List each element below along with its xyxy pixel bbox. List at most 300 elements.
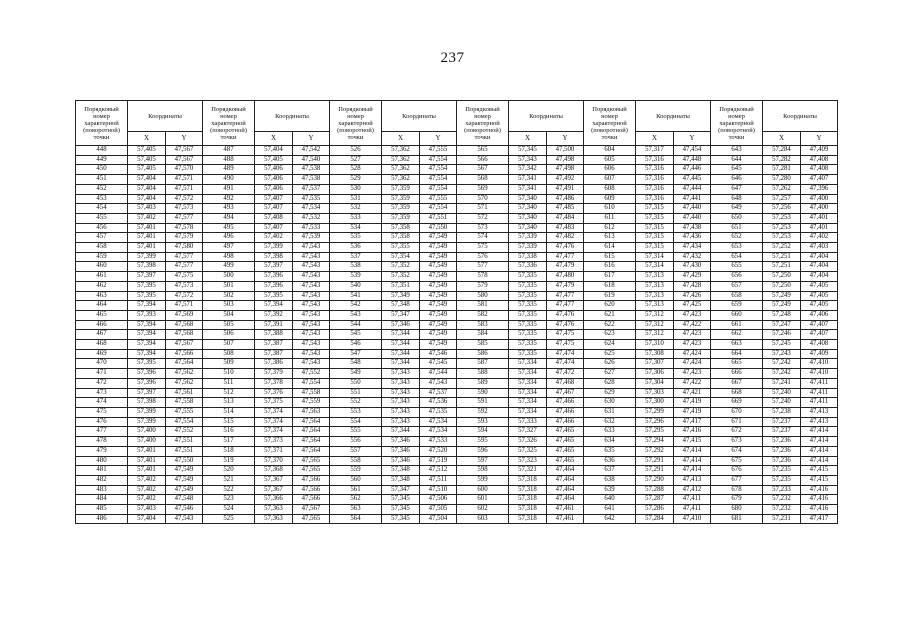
x-coordinate-cell: 57,251 xyxy=(763,252,801,262)
point-number-cell: 573 xyxy=(457,223,509,233)
x-coordinate-cell: 57,348 xyxy=(382,466,420,476)
x-coordinate-cell: 57,367 xyxy=(255,485,293,495)
coordinates-header: Координаты xyxy=(255,101,330,132)
point-number-cell: 457 xyxy=(76,233,128,243)
x-coordinate-cell: 57,402 xyxy=(128,213,166,223)
point-number-cell: 660 xyxy=(711,310,763,320)
y-coordinate-cell: 47,400 xyxy=(801,204,838,214)
y-coordinate-cell: 47,554 xyxy=(420,184,457,194)
y-coordinate-cell: 47,472 xyxy=(547,369,584,379)
x-coordinate-cell: 57,402 xyxy=(128,475,166,485)
x-coordinate-cell: 57,339 xyxy=(509,233,547,243)
x-coordinate-cell: 57,342 xyxy=(509,165,547,175)
y-coordinate-cell: 47,568 xyxy=(166,330,203,340)
x-coordinate-cell: 57,398 xyxy=(128,262,166,272)
y-coordinate-cell: 47,416 xyxy=(801,485,838,495)
y-coordinate-cell: 47,411 xyxy=(674,505,711,515)
point-number-cell: 519 xyxy=(203,456,255,466)
x-coordinate-cell: 57,387 xyxy=(255,349,293,359)
x-coordinate-cell: 57,346 xyxy=(382,446,420,456)
y-coordinate-cell: 47,544 xyxy=(420,369,457,379)
y-coordinate-cell: 47,542 xyxy=(293,146,330,156)
x-coordinate-cell: 57,232 xyxy=(763,495,801,505)
y-coordinate-cell: 47,411 xyxy=(801,398,838,408)
y-coordinate-cell: 47,404 xyxy=(801,272,838,282)
point-number-cell: 579 xyxy=(457,281,509,291)
x-coordinate-cell: 57,403 xyxy=(128,505,166,515)
x-coordinate-cell: 57,407 xyxy=(255,194,293,204)
point-number-cell: 680 xyxy=(711,505,763,515)
y-coordinate-cell: 47,568 xyxy=(166,320,203,330)
y-coordinate-cell: 47,555 xyxy=(420,146,457,156)
point-number-cell: 459 xyxy=(76,252,128,262)
point-number-cell: 675 xyxy=(711,456,763,466)
x-coordinate-cell: 57,402 xyxy=(128,485,166,495)
x-coordinate-cell: 57,386 xyxy=(255,359,293,369)
x-coordinate-cell: 57,354 xyxy=(382,252,420,262)
point-number-cell: 585 xyxy=(457,340,509,350)
x-coordinate-cell: 57,408 xyxy=(255,213,293,223)
x-axis-header: X xyxy=(128,132,166,146)
y-coordinate-cell: 47,407 xyxy=(801,175,838,185)
x-coordinate-cell: 57,287 xyxy=(636,495,674,505)
x-coordinate-cell: 57,253 xyxy=(763,233,801,243)
x-coordinate-cell: 57,403 xyxy=(128,204,166,214)
x-coordinate-cell: 57,394 xyxy=(128,340,166,350)
point-number-cell: 677 xyxy=(711,475,763,485)
point-number-cell: 548 xyxy=(330,359,382,369)
x-coordinate-cell: 57,243 xyxy=(763,349,801,359)
point-number-cell: 669 xyxy=(711,398,763,408)
point-number-cell: 452 xyxy=(76,184,128,194)
y-coordinate-cell: 47,417 xyxy=(674,417,711,427)
point-number-cell: 496 xyxy=(203,233,255,243)
coordinates-header: Координаты xyxy=(636,101,711,132)
x-coordinate-cell: 57,406 xyxy=(255,175,293,185)
point-number-cell: 532 xyxy=(330,204,382,214)
point-number-cell: 626 xyxy=(584,359,636,369)
y-coordinate-cell: 47,551 xyxy=(166,437,203,447)
x-coordinate-cell: 57,242 xyxy=(763,369,801,379)
y-coordinate-cell: 47,549 xyxy=(420,252,457,262)
point-number-cell: 472 xyxy=(76,378,128,388)
y-coordinate-cell: 47,412 xyxy=(674,485,711,495)
x-coordinate-cell: 57,407 xyxy=(255,204,293,214)
x-coordinate-cell: 57,363 xyxy=(255,514,293,524)
x-coordinate-cell: 57,343 xyxy=(382,388,420,398)
x-coordinate-cell: 57,262 xyxy=(763,184,801,194)
x-coordinate-cell: 57,395 xyxy=(128,291,166,301)
x-coordinate-cell: 57,362 xyxy=(382,175,420,185)
y-coordinate-cell: 47,559 xyxy=(293,398,330,408)
table-row xyxy=(76,233,838,243)
table-row xyxy=(76,437,838,447)
table-row xyxy=(76,330,838,340)
y-coordinate-cell: 47,546 xyxy=(166,505,203,515)
point-number-cell: 656 xyxy=(711,272,763,282)
point-number-cell: 463 xyxy=(76,291,128,301)
y-coordinate-cell: 47,550 xyxy=(166,456,203,466)
x-coordinate-cell: 57,242 xyxy=(763,359,801,369)
x-coordinate-cell: 57,366 xyxy=(255,495,293,505)
x-coordinate-cell: 57,346 xyxy=(382,437,420,447)
y-coordinate-cell: 47,446 xyxy=(674,165,711,175)
point-number-cell: 526 xyxy=(330,146,382,156)
y-coordinate-cell: 47,410 xyxy=(801,369,838,379)
point-number-cell: 605 xyxy=(584,155,636,165)
x-coordinate-cell: 57,368 xyxy=(255,466,293,476)
x-coordinate-cell: 57,344 xyxy=(382,340,420,350)
y-coordinate-cell: 47,479 xyxy=(547,262,584,272)
x-coordinate-cell: 57,371 xyxy=(255,446,293,456)
x-coordinate-cell: 57,334 xyxy=(509,369,547,379)
y-coordinate-cell: 47,562 xyxy=(166,378,203,388)
x-coordinate-cell: 57,393 xyxy=(128,310,166,320)
point-number-cell: 539 xyxy=(330,272,382,282)
x-coordinate-cell: 57,284 xyxy=(763,146,801,156)
point-number-cell: 545 xyxy=(330,330,382,340)
point-number-header: Порядковый номер характерной (поворотной) точки xyxy=(584,101,636,146)
y-coordinate-cell: 47,543 xyxy=(166,514,203,524)
y-coordinate-cell: 47,570 xyxy=(166,165,203,175)
y-coordinate-cell: 47,567 xyxy=(293,505,330,515)
x-coordinate-cell: 57,299 xyxy=(636,407,674,417)
x-coordinate-cell: 57,340 xyxy=(509,223,547,233)
point-number-cell: 495 xyxy=(203,223,255,233)
table-row xyxy=(76,262,838,272)
y-coordinate-cell: 47,500 xyxy=(547,146,584,156)
y-coordinate-cell: 47,537 xyxy=(293,184,330,194)
y-coordinate-cell: 47,461 xyxy=(547,505,584,515)
point-number-cell: 484 xyxy=(76,495,128,505)
x-axis-header: X xyxy=(636,132,674,146)
y-coordinate-cell: 47,510 xyxy=(420,485,457,495)
point-number-cell: 657 xyxy=(711,281,763,291)
x-coordinate-cell: 57,303 xyxy=(636,388,674,398)
point-number-cell: 631 xyxy=(584,407,636,417)
point-number-cell: 578 xyxy=(457,272,509,282)
x-coordinate-cell: 57,395 xyxy=(255,291,293,301)
y-coordinate-cell: 47,552 xyxy=(293,369,330,379)
x-coordinate-cell: 57,406 xyxy=(255,184,293,194)
y-coordinate-cell: 47,464 xyxy=(547,466,584,476)
point-number-cell: 646 xyxy=(711,175,763,185)
x-coordinate-cell: 57,340 xyxy=(509,213,547,223)
table-row xyxy=(76,427,838,437)
point-number-cell: 621 xyxy=(584,310,636,320)
y-coordinate-cell: 47,520 xyxy=(420,446,457,456)
point-number-cell: 494 xyxy=(203,213,255,223)
x-coordinate-cell: 57,374 xyxy=(255,427,293,437)
point-number-cell: 620 xyxy=(584,301,636,311)
table-row xyxy=(76,359,838,369)
x-coordinate-cell: 57,399 xyxy=(128,407,166,417)
y-coordinate-cell: 47,578 xyxy=(166,223,203,233)
y-coordinate-cell: 47,415 xyxy=(801,466,838,476)
x-coordinate-cell: 57,345 xyxy=(382,495,420,505)
y-coordinate-cell: 47,408 xyxy=(801,165,838,175)
y-coordinate-cell: 47,549 xyxy=(166,475,203,485)
y-coordinate-cell: 47,415 xyxy=(674,437,711,447)
y-coordinate-cell: 47,564 xyxy=(293,437,330,447)
y-coordinate-cell: 47,421 xyxy=(674,388,711,398)
y-coordinate-cell: 47,423 xyxy=(674,310,711,320)
point-number-cell: 566 xyxy=(457,155,509,165)
x-coordinate-cell: 57,352 xyxy=(382,272,420,282)
y-coordinate-cell: 47,543 xyxy=(293,340,330,350)
y-coordinate-cell: 47,564 xyxy=(293,446,330,456)
point-number-cell: 547 xyxy=(330,349,382,359)
y-coordinate-cell: 47,405 xyxy=(801,281,838,291)
y-coordinate-cell: 47,413 xyxy=(801,407,838,417)
y-coordinate-cell: 47,411 xyxy=(801,378,838,388)
point-number-cell: 645 xyxy=(711,165,763,175)
point-number-cell: 458 xyxy=(76,243,128,253)
point-number-cell: 448 xyxy=(76,146,128,156)
y-coordinate-cell: 47,448 xyxy=(674,155,711,165)
x-coordinate-cell: 57,359 xyxy=(382,194,420,204)
y-coordinate-cell: 47,548 xyxy=(166,495,203,505)
y-coordinate-cell: 47,549 xyxy=(420,272,457,282)
y-coordinate-cell: 47,554 xyxy=(420,155,457,165)
y-coordinate-cell: 47,577 xyxy=(166,252,203,262)
x-coordinate-cell: 57,294 xyxy=(636,437,674,447)
x-coordinate-cell: 57,397 xyxy=(128,272,166,282)
x-coordinate-cell: 57,316 xyxy=(636,184,674,194)
point-number-cell: 648 xyxy=(711,194,763,204)
point-number-cell: 552 xyxy=(330,398,382,408)
point-number-cell: 564 xyxy=(330,514,382,524)
x-coordinate-cell: 57,362 xyxy=(382,165,420,175)
x-coordinate-cell: 57,375 xyxy=(255,398,293,408)
table-row xyxy=(76,291,838,301)
x-coordinate-cell: 57,391 xyxy=(255,320,293,330)
x-coordinate-cell: 57,335 xyxy=(509,340,547,350)
x-coordinate-cell: 57,334 xyxy=(509,407,547,417)
point-number-cell: 655 xyxy=(711,262,763,272)
x-coordinate-cell: 57,291 xyxy=(636,456,674,466)
point-number-cell: 591 xyxy=(457,398,509,408)
x-coordinate-cell: 57,396 xyxy=(128,378,166,388)
point-number-cell: 551 xyxy=(330,388,382,398)
point-number-cell: 481 xyxy=(76,466,128,476)
table-row xyxy=(76,456,838,466)
point-number-cell: 671 xyxy=(711,417,763,427)
x-coordinate-cell: 57,348 xyxy=(382,301,420,311)
y-coordinate-cell: 47,551 xyxy=(166,446,203,456)
point-number-cell: 604 xyxy=(584,146,636,156)
x-coordinate-cell: 57,405 xyxy=(128,165,166,175)
x-coordinate-cell: 57,396 xyxy=(128,369,166,379)
x-coordinate-cell: 57,316 xyxy=(636,165,674,175)
y-coordinate-cell: 47,572 xyxy=(166,291,203,301)
y-coordinate-cell: 47,533 xyxy=(293,223,330,233)
y-coordinate-cell: 47,434 xyxy=(674,243,711,253)
point-number-cell: 665 xyxy=(711,359,763,369)
x-coordinate-cell: 57,291 xyxy=(636,466,674,476)
y-coordinate-cell: 47,466 xyxy=(547,398,584,408)
x-coordinate-cell: 57,335 xyxy=(509,320,547,330)
x-coordinate-cell: 57,315 xyxy=(636,243,674,253)
y-coordinate-cell: 47,414 xyxy=(674,456,711,466)
point-number-cell: 661 xyxy=(711,320,763,330)
y-coordinate-cell: 47,423 xyxy=(674,330,711,340)
y-coordinate-cell: 47,430 xyxy=(674,262,711,272)
y-coordinate-cell: 47,554 xyxy=(166,417,203,427)
table-row xyxy=(76,388,838,398)
point-number-cell: 574 xyxy=(457,233,509,243)
y-coordinate-cell: 47,554 xyxy=(420,165,457,175)
point-number-cell: 469 xyxy=(76,349,128,359)
x-coordinate-cell: 57,343 xyxy=(509,155,547,165)
x-coordinate-cell: 57,394 xyxy=(255,301,293,311)
coordinates-header: Координаты xyxy=(128,101,203,132)
x-coordinate-cell: 57,338 xyxy=(509,252,547,262)
point-number-cell: 670 xyxy=(711,407,763,417)
y-coordinate-cell: 47,549 xyxy=(420,281,457,291)
point-number-cell: 555 xyxy=(330,427,382,437)
y-coordinate-cell: 47,549 xyxy=(420,233,457,243)
x-coordinate-cell: 57,313 xyxy=(636,291,674,301)
x-coordinate-cell: 57,367 xyxy=(255,475,293,485)
point-number-cell: 598 xyxy=(457,466,509,476)
x-coordinate-cell: 57,334 xyxy=(509,378,547,388)
y-coordinate-cell: 47,424 xyxy=(674,359,711,369)
y-coordinate-cell: 47,563 xyxy=(293,407,330,417)
point-number-cell: 535 xyxy=(330,233,382,243)
y-coordinate-cell: 47,483 xyxy=(547,223,584,233)
point-number-cell: 667 xyxy=(711,378,763,388)
point-number-cell: 510 xyxy=(203,369,255,379)
x-coordinate-cell: 57,399 xyxy=(128,417,166,427)
x-coordinate-cell: 57,292 xyxy=(636,446,674,456)
table-row xyxy=(76,378,838,388)
x-coordinate-cell: 57,333 xyxy=(509,417,547,427)
table-row xyxy=(76,340,838,350)
point-number-cell: 609 xyxy=(584,194,636,204)
y-coordinate-cell: 47,467 xyxy=(547,388,584,398)
y-coordinate-cell: 47,410 xyxy=(801,359,838,369)
point-number-cell: 513 xyxy=(203,398,255,408)
x-coordinate-cell: 57,355 xyxy=(382,243,420,253)
y-coordinate-cell: 47,552 xyxy=(166,427,203,437)
x-coordinate-cell: 57,340 xyxy=(509,204,547,214)
point-number-cell: 543 xyxy=(330,310,382,320)
point-number-cell: 640 xyxy=(584,495,636,505)
y-coordinate-cell: 47,415 xyxy=(801,475,838,485)
x-coordinate-cell: 57,359 xyxy=(382,204,420,214)
x-coordinate-cell: 57,312 xyxy=(636,330,674,340)
x-axis-header: X xyxy=(382,132,420,146)
y-coordinate-cell: 47,436 xyxy=(674,233,711,243)
x-coordinate-cell: 57,344 xyxy=(382,427,420,437)
y-coordinate-cell: 47,550 xyxy=(420,223,457,233)
x-coordinate-cell: 57,401 xyxy=(128,243,166,253)
y-coordinate-cell: 47,549 xyxy=(420,340,457,350)
y-coordinate-cell: 47,543 xyxy=(293,243,330,253)
y-coordinate-cell: 47,554 xyxy=(293,378,330,388)
x-axis-header: X xyxy=(509,132,547,146)
y-coordinate-cell: 47,407 xyxy=(801,320,838,330)
y-coordinate-cell: 47,414 xyxy=(801,456,838,466)
point-number-cell: 498 xyxy=(203,252,255,262)
y-coordinate-cell: 47,567 xyxy=(166,155,203,165)
x-coordinate-cell: 57,343 xyxy=(382,417,420,427)
x-axis-header: X xyxy=(255,132,293,146)
point-number-cell: 610 xyxy=(584,204,636,214)
point-number-cell: 502 xyxy=(203,291,255,301)
x-coordinate-cell: 57,394 xyxy=(128,301,166,311)
x-coordinate-cell: 57,374 xyxy=(255,407,293,417)
x-coordinate-cell: 57,318 xyxy=(509,514,547,524)
y-coordinate-cell: 47,404 xyxy=(801,262,838,272)
y-coordinate-cell: 47,414 xyxy=(674,466,711,476)
y-axis-header: Y xyxy=(166,132,203,146)
y-coordinate-cell: 47,408 xyxy=(801,340,838,350)
x-coordinate-cell: 57,295 xyxy=(636,427,674,437)
y-coordinate-cell: 47,474 xyxy=(547,349,584,359)
point-number-cell: 462 xyxy=(76,281,128,291)
y-coordinate-cell: 47,573 xyxy=(166,281,203,291)
point-number-cell: 492 xyxy=(203,194,255,204)
y-coordinate-cell: 47,549 xyxy=(420,310,457,320)
x-coordinate-cell: 57,252 xyxy=(763,243,801,253)
y-coordinate-cell: 47,545 xyxy=(420,359,457,369)
x-coordinate-cell: 57,250 xyxy=(763,272,801,282)
y-coordinate-cell: 47,555 xyxy=(166,407,203,417)
point-number-cell: 520 xyxy=(203,466,255,476)
y-coordinate-cell: 47,414 xyxy=(674,446,711,456)
point-number-cell: 456 xyxy=(76,223,128,233)
point-number-cell: 592 xyxy=(457,407,509,417)
point-number-cell: 599 xyxy=(457,475,509,485)
point-number-cell: 581 xyxy=(457,301,509,311)
point-number-header: Порядковый номер характерной (поворотной) точки xyxy=(203,101,255,146)
x-coordinate-cell: 57,396 xyxy=(255,281,293,291)
x-coordinate-cell: 57,248 xyxy=(763,310,801,320)
y-coordinate-cell: 47,409 xyxy=(801,349,838,359)
y-coordinate-cell: 47,577 xyxy=(166,213,203,223)
x-coordinate-cell: 57,235 xyxy=(763,475,801,485)
x-coordinate-cell: 57,231 xyxy=(763,514,801,524)
point-number-cell: 678 xyxy=(711,485,763,495)
y-coordinate-cell: 47,551 xyxy=(420,213,457,223)
x-coordinate-cell: 57,335 xyxy=(509,301,547,311)
x-coordinate-cell: 57,233 xyxy=(763,485,801,495)
point-number-cell: 454 xyxy=(76,204,128,214)
y-coordinate-cell: 47,411 xyxy=(801,388,838,398)
y-axis-header: Y xyxy=(674,132,711,146)
table-row xyxy=(76,398,838,408)
x-coordinate-cell: 57,308 xyxy=(636,349,674,359)
coordinates-header: Координаты xyxy=(382,101,457,132)
point-number-cell: 487 xyxy=(203,146,255,156)
table-row xyxy=(76,505,838,515)
point-number-cell: 608 xyxy=(584,184,636,194)
y-coordinate-cell: 47,549 xyxy=(420,262,457,272)
table-row xyxy=(76,514,838,524)
table-row xyxy=(76,466,838,476)
y-coordinate-cell: 47,475 xyxy=(547,330,584,340)
y-coordinate-cell: 47,410 xyxy=(674,514,711,524)
y-coordinate-cell: 47,540 xyxy=(293,155,330,165)
point-number-cell: 629 xyxy=(584,388,636,398)
y-coordinate-cell: 47,565 xyxy=(293,456,330,466)
y-coordinate-cell: 47,558 xyxy=(293,388,330,398)
y-coordinate-cell: 47,549 xyxy=(166,466,203,476)
x-coordinate-cell: 57,396 xyxy=(255,272,293,282)
point-number-cell: 453 xyxy=(76,194,128,204)
